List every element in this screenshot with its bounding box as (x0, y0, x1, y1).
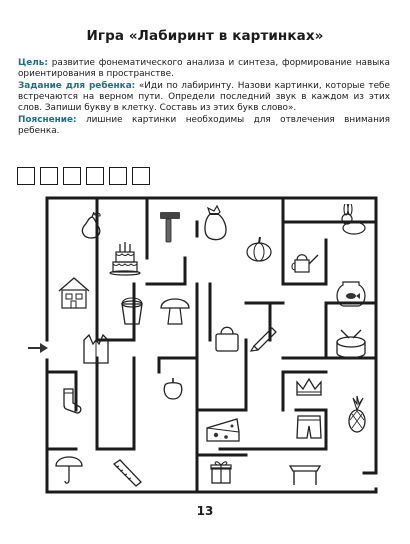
note-label: Пояснение: (18, 115, 77, 125)
task-text: «Иди по лабиринту. Назови картинки, которые тебе встречаются на верном пути. Определи последний звук в каждом из этих слов. Запиши букву в клетку. Составь из этих букв слово». (18, 81, 390, 113)
page-title: Игра «Лабиринт в картинках» (86, 28, 324, 44)
goal-label: Цель: (18, 58, 48, 68)
note-text: лишние картинки необходимы для отвлечения внимания ребенка. (18, 115, 390, 136)
goal-text: развитие фонематического анализа и синтеза, формирование навыка ориентирования в пространстве. (18, 58, 390, 79)
page-number: 13 (196, 504, 214, 518)
task-label: Задание для ребенка: (18, 81, 136, 91)
